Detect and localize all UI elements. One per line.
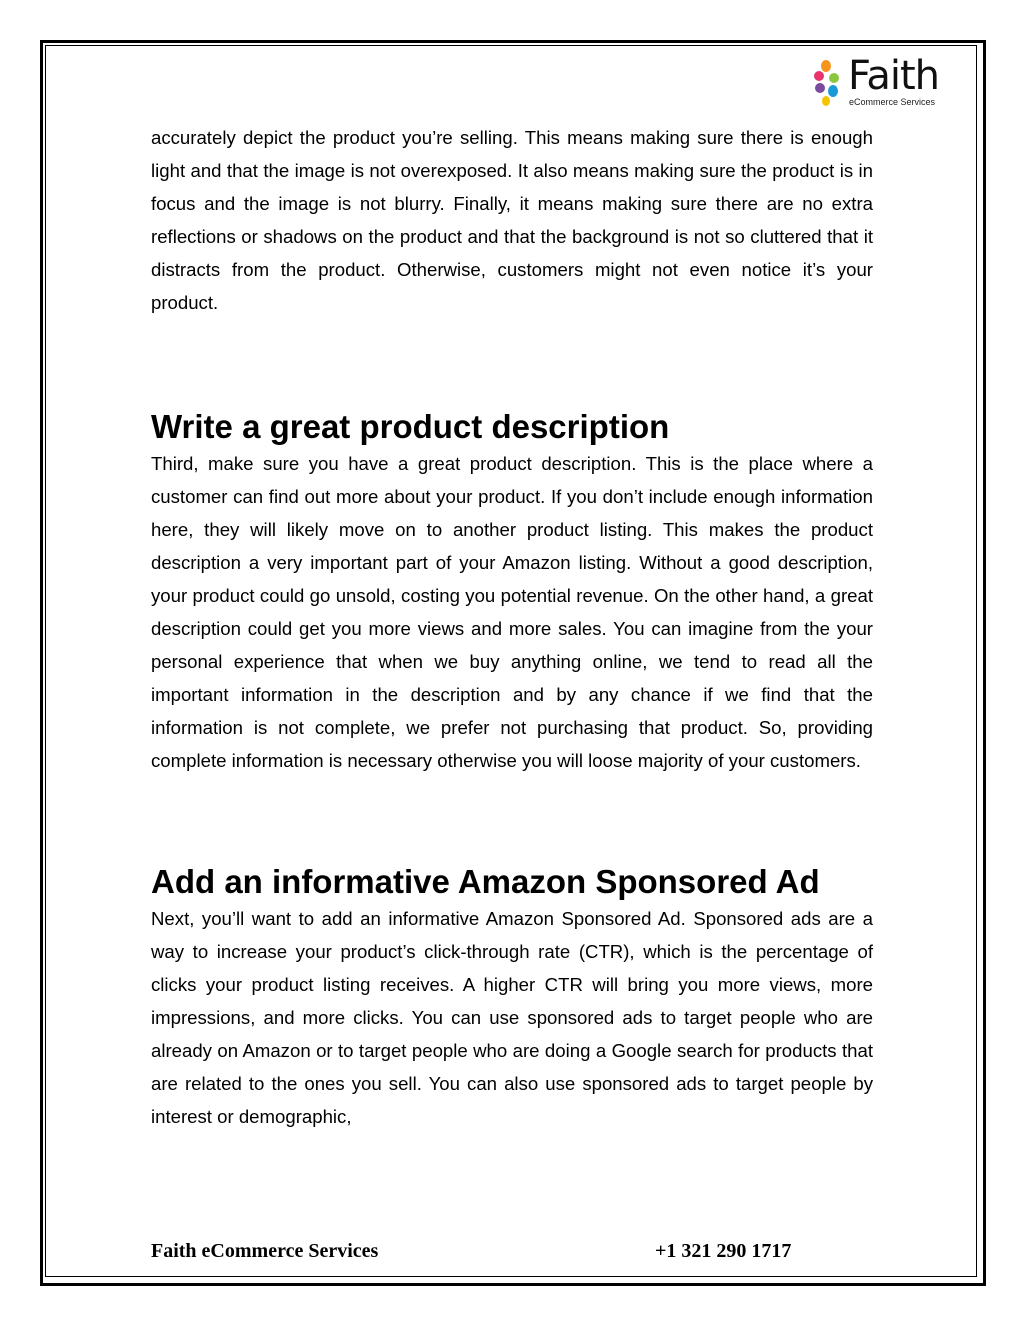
petal-green bbox=[829, 73, 839, 83]
brand-logo bbox=[814, 53, 970, 112]
petal-purple bbox=[815, 83, 825, 93]
sponsored-paragraph: Next, you’ll want to add an informative Amazon Sponsored Ad. Sponsored ads are a way to increase your product’s click-through rate (CTR), which is the percentage of clicks your product listing receives. A higher CTR will bring you more views, more impressions, and more clicks. You can use sponsored ads to target people who are already on Amazon or to target people who are doing a Google search for products that are related to the ones you sell. You can also use sponsored ads to target people by interest or demographic, bbox=[151, 908, 873, 1127]
petal-yellow bbox=[822, 96, 830, 106]
heading-product-description: Write a great product description bbox=[151, 408, 670, 445]
heading-sponsored-ad: Add an informative Amazon Sponsored Ad bbox=[151, 863, 820, 900]
logo-tagline: eCommerce Services bbox=[849, 97, 936, 107]
logo-wordmark: Faith bbox=[848, 53, 939, 99]
document-body bbox=[151, 121, 873, 1133]
flower-logo-icon bbox=[814, 58, 848, 108]
petal-blue bbox=[828, 85, 838, 97]
petal-orange bbox=[821, 60, 831, 72]
intro-paragraph: accurately depict the product you’re selling. This means making sure there is enough light and that the image is not overexposed. It also means making sure the product is in focus and the image is not blurry. Finally, it means making sure there are no extra reflections or shadows on the product and that the background is not so cluttered that it distracts from the product. Otherwise, customers might not even notice it’s your product. bbox=[151, 127, 873, 313]
petal-pink bbox=[814, 71, 824, 81]
description-paragraph: Third, make sure you have a great product description. This is the place where a customer can find out more about your product. If you don’t include enough information here, they will likely move on to another product listing. This makes the product description a very important part of your Amazon listing. Without a good description, your product could go unsold, costing you potential revenue. On the other hand, a great description could get you more views and more sales. You can imagine from the your personal experience that when we buy anything online, we tend to read all the important information in the description and by any chance if we find that the information is not complete, we prefer not purchasing that product. So, providing complete information is necessary otherwise you will loose majority of your customers. bbox=[151, 453, 873, 771]
footer-company-name: Faith eCommerce Services bbox=[151, 1240, 379, 1262]
footer-phone-number: +1 321 290 1717 bbox=[655, 1240, 792, 1262]
